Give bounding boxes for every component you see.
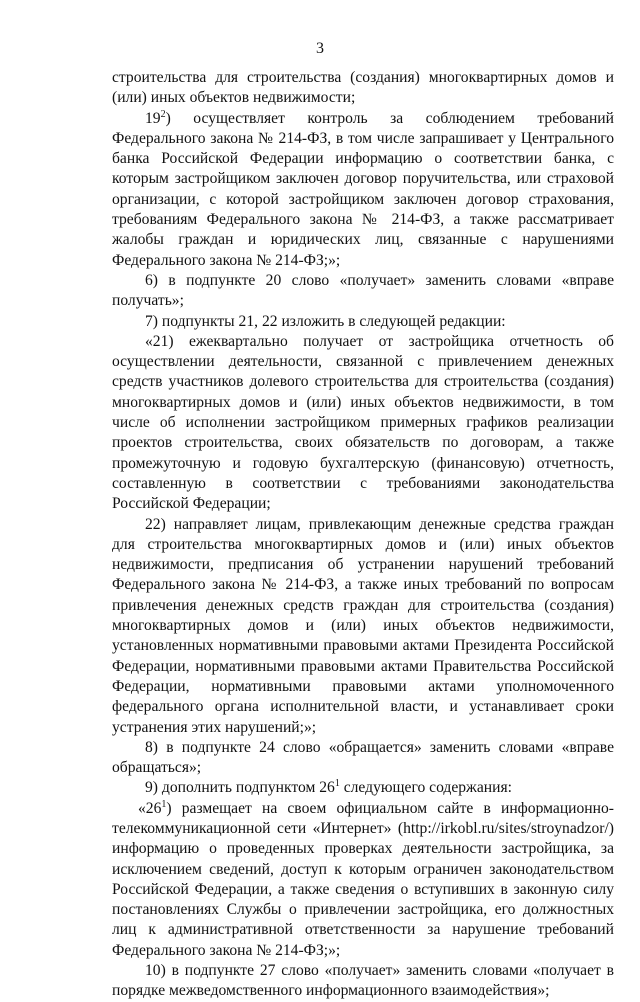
superscript: 1 bbox=[161, 798, 167, 810]
paragraph-continuation: строительства для строительства (создания) многоквартирных домов и (или) иных объектов недвижимости; bbox=[112, 69, 614, 107]
paragraph-item-19-2 bbox=[112, 109, 614, 271]
item-text-tail: следующего содержания: bbox=[339, 779, 512, 797]
paragraph-item-21: «21) ежеквартально получает от застройщика отчетность об осуществлении деятельности, связанной с привлечением денежных средств участников долевого строительства для строительства (создания) многоквартирных домов и (или) иных объектов недвижимости, в том числе об исполнении застройщиком примерных графиков реализации проектов строительства, своих обязательств по договорам, а также промежуточную и годовую бухгалтерскую (финансовую) отчетность, составленную в соответствии с требованиями законодательства Российской Федерации; bbox=[112, 332, 614, 513]
paragraph-item-10: 10) в подпункте 27 слово «получает» заменить словами «получает в порядке межведомственного информационного взаимодействия»; bbox=[112, 962, 614, 1000]
item-text: 9) дополнить подпунктом 26 bbox=[145, 779, 335, 797]
item-number: «26 bbox=[138, 799, 162, 817]
item-text: ) осуществляет контроль за соблюдением требований Федерального закона № 214-ФЗ, в том числе запрашивает у Центрального банка Российской Федерации информацию о соответствии банка, с которым застройщиком заключен договор поручительства, или страховой организации, с которой застройщиком заключен договор страхования, требованиям Федерального закона № 214-ФЗ, а также рассматривает жалобы граждан и юридических лиц, связанные с нарушениями Федерального закона № 214-ФЗ;»; bbox=[112, 109, 614, 269]
paragraph-item-26-1 bbox=[112, 799, 614, 961]
paragraph-item-6: 6) в подпункте 20 слово «получает» заменить словами «вправе получать»; bbox=[112, 271, 614, 310]
superscript: 2 bbox=[160, 108, 166, 120]
item-number: 19 bbox=[145, 109, 161, 127]
page-number: 3 bbox=[316, 40, 324, 57]
document-body bbox=[112, 68, 614, 1002]
paragraph-item-8: 8) в подпункте 24 слово «обращается» заменить словами «вправе обращаться»; bbox=[112, 738, 614, 777]
item-text: ) размещает на своем официальном сайте в информационно-телекоммуникационной сети «Интернет» (http://irkobl.ru/sites/stroynadzor/) информацию о проведенных проверках деятельности застройщика, за исключением сведений, доступ к которым ограничен законодательством Российской Федерации, а также сведения о вступивших в законную силу постановлениях Службы о привлечении застройщика, его должностных лиц к административной ответственности за нарушение требований Федерального закона № 214-ФЗ;»; bbox=[112, 799, 614, 959]
paragraph-item-9 bbox=[112, 778, 614, 798]
paragraph-item-22: 22) направляет лицам, привлекающим денежные средства граждан для строительства многоквартирных домов и (или) иных объектов недвижимости, предписания об устранении нарушений требований Федерального закона № 214-ФЗ, а также иных требований по вопросам привлечения денежных средств граждан для строительства (создания) многоквартирных домов и (или) иных объектов недвижимости, установленных нормативными правовыми актами Президента Российской Федерации, нормативными правовыми актами Правительства Российской Федерации, нормативными правовыми актами уполномоченного федерального органа исполнительной власти, и устанавливает сроки устранения этих нарушений;»; bbox=[112, 515, 614, 736]
paragraph-item-7: 7) подпункты 21, 22 изложить в следующей редакции: bbox=[145, 312, 506, 330]
superscript: 1 bbox=[334, 778, 340, 790]
